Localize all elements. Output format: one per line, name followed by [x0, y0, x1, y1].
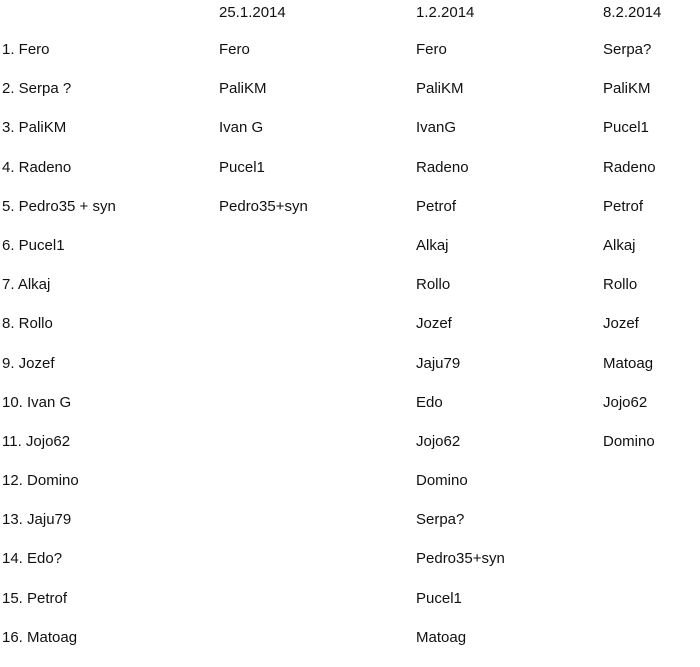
list-item: Fero [416, 41, 447, 58]
list-item: Radeno [603, 158, 656, 176]
date-header-25-1-2014: 25.1.2014 [219, 4, 286, 21]
list-item: 7. Alkaj [2, 276, 51, 294]
list-item: Rollo [416, 276, 451, 294]
list-item: Pedro35+syn [219, 197, 308, 215]
list-item: 14. Edo? [2, 550, 63, 568]
list-item: Pucel1 [416, 589, 462, 607]
list-item: Alkaj [416, 236, 449, 254]
list-item: 3. PaliKM [2, 119, 67, 137]
list-item: Alkaj [603, 236, 636, 254]
list-item: 9. Jozef [2, 354, 55, 372]
list-item: Matoag [603, 354, 654, 372]
list-item: Fero [219, 41, 250, 58]
list-item: PaliKM [219, 80, 267, 98]
master-list-column [2, 40, 232, 667]
list-item: Radeno [416, 158, 469, 176]
list-item: Serpa? [603, 41, 652, 58]
list-item: Matoag [416, 628, 467, 646]
list-item: Jozef [603, 315, 639, 333]
list-item: Pedro35+syn [416, 550, 505, 568]
list-item: 5. Pedro35 + syn [2, 197, 116, 215]
list-item: PaliKM [416, 80, 464, 98]
list-item: 8. Rollo [2, 315, 53, 333]
list-item: Ivan G [219, 119, 264, 137]
list-item: 16. Matoag [2, 628, 78, 646]
list-item: Pucel1 [603, 119, 649, 137]
list-item: Edo [416, 393, 443, 411]
list-item: Domino [603, 432, 655, 450]
list-item: 2. Serpa ? [2, 80, 72, 98]
list-item: Rollo [603, 276, 638, 294]
list-item: Jozef [416, 315, 452, 333]
list-item: Pucel1 [219, 158, 265, 176]
list-item: IvanG [416, 119, 457, 137]
list-column-8-2-2014 [603, 40, 700, 471]
list-item: 12. Domino [2, 472, 79, 490]
list-column-25-1-2014 [219, 40, 449, 236]
list-item: 4. Radeno [2, 158, 72, 176]
list-item: Serpa? [416, 511, 465, 529]
list-item: Petrof [603, 197, 644, 215]
list-item: Jaju79 [416, 354, 461, 372]
list-item: 15. Petrof [2, 589, 68, 607]
list-item: 1. Fero [2, 41, 50, 58]
list-item: Domino [416, 472, 468, 490]
date-header-1-2-2014: 1.2.2014 [416, 4, 475, 21]
list-item: Petrof [416, 197, 457, 215]
list-item: 10. Ivan G [2, 393, 72, 411]
list-item: 6. Pucel1 [2, 236, 65, 254]
date-header-row [0, 3, 700, 23]
list-item: Jojo62 [416, 432, 461, 450]
list-item: Jojo62 [603, 393, 648, 411]
list-item: 13. Jaju79 [2, 511, 72, 529]
list-item: 11. Jojo62 [2, 432, 71, 450]
date-header-8-2-2014: 8.2.2014 [603, 4, 662, 21]
list-item: PaliKM [603, 80, 651, 98]
